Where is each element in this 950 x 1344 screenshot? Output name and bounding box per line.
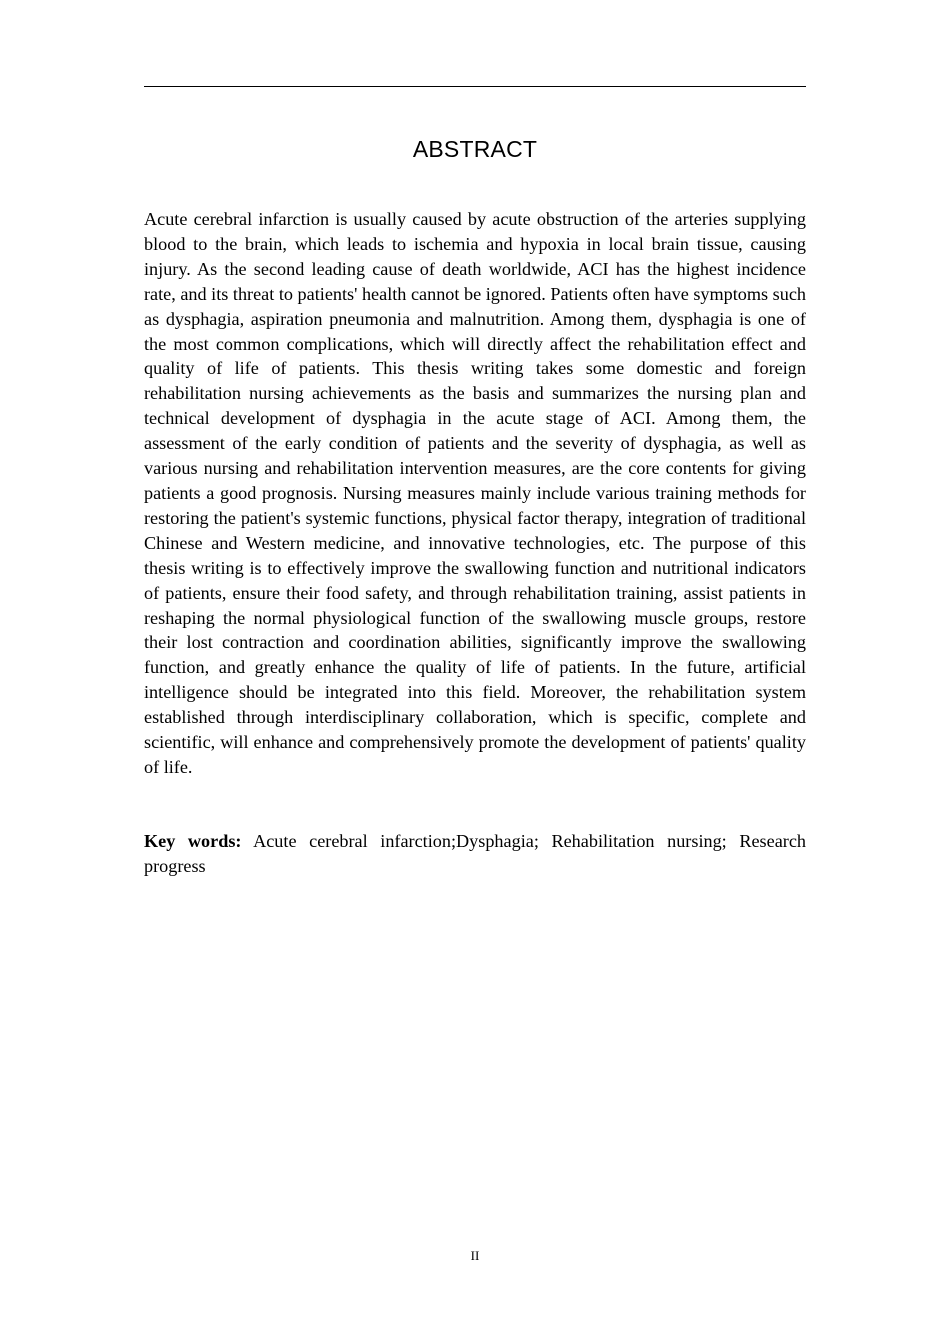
abstract-body: Acute cerebral infarction is usually caused by acute obstruction of the arteries supplying blood to the brain, which leads to ischemia and hypoxia in local brain tissue, causing injury. As the second leading cause of death worldwide, ACI has the highest incidence rate, and its threat to patients' health cannot be ignored. Patients often have symptoms such as dysphagia, aspiration pneumonia and malnutrition. Among them, dysphagia is one of the most common complications, which will directly affect the rehabilitation effect and quality of life of patients. This thesis writing takes some domestic and foreign rehabilitation nursing achievements as the basis and summarizes the nursing plan and technical development of dysphagia in the acute stage of ACI. Among them, the assessment of the early condition of patients and the severity of dysphagia, as well as various nursing and rehabilitation intervention measures, are the core contents for giving patients a good prognosis. Nursing measures mainly include various training methods for restoring the patient's systemic functions, physical factor therapy, integration of traditional Chinese and Western medicine, and innovative technologies, etc. The purpose of this thesis writing is to effectively improve the swallowing function and nutritional indicators of patients, ensure their food safety, and through rehabilitation training, assist patients in reshaping the normal physiological function of the swallowing muscle groups, restore their lost contraction and coordination abilities, significantly improve the swallowing function, and greatly enhance the quality of life of patients. In the future, artificial intelligence should be integrated into this field. Moreover, the rehabilitation system established through interdisciplinary collaboration, which is specific, complete and scientific, will enhance and comprehensively promote the development of patients' quality of life. [144, 209, 806, 777]
keywords-paragraph [144, 829, 806, 879]
abstract-title: ABSTRACT [412, 136, 538, 162]
header-rule [144, 86, 806, 87]
keywords-text: Acute cerebral infarction;Dysphagia; Rehabilitation nursing; Research progress [144, 831, 806, 876]
keywords-label: Key words: [144, 831, 242, 851]
page-number: II [470, 1248, 480, 1263]
